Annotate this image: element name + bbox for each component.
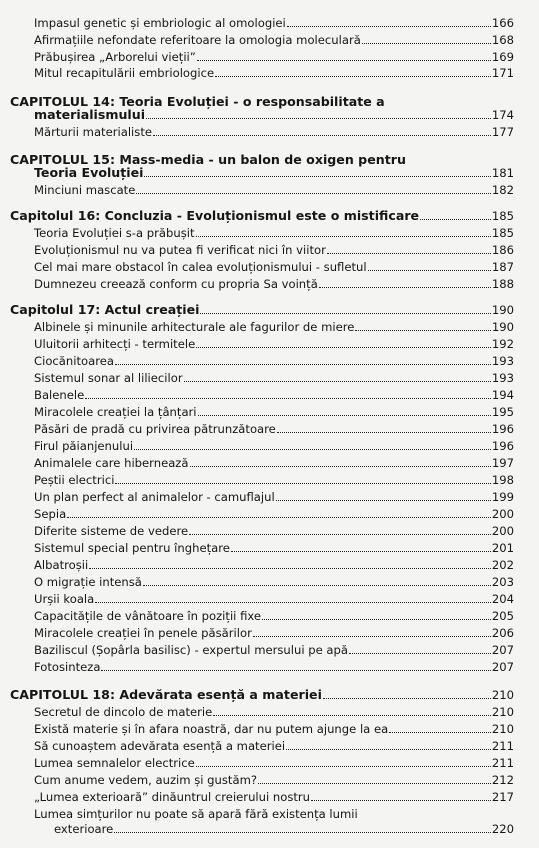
toc-entry-title: Sistemul special pentru înghețare [34,541,230,555]
dot-leader [89,568,491,569]
dot-leader [190,466,491,467]
toc-entry-page: 207 [491,660,514,674]
toc-chapter-title: Capitolul 17: Actul creației [10,302,200,317]
dot-leader [215,76,491,77]
toc-entry-title: Urșii koala [34,592,95,606]
toc-entry-title: Secretul de dincolo de materie [34,705,213,719]
toc-entry [0,705,539,719]
toc-entry [0,226,539,240]
dot-leader [144,176,490,177]
dot-leader [213,715,491,716]
toc-entry-page: 188 [491,277,514,291]
toc-entry-title: Peștii electrici [34,473,115,487]
toc-entry-page: 203 [491,575,514,589]
chapter-17-heading [0,303,539,317]
dot-leader [327,253,491,254]
dot-leader [184,381,491,382]
toc-entry [0,822,539,836]
toc-entry-title: Prăbușirea „Arborelui vieții” [34,50,196,64]
chapter-15-heading: CAPITOLUL 15: Mass-media - un balon de oxigen pentru [10,152,406,167]
toc-entry-page: 166 [491,16,514,30]
toc-chapter-page: 174 [491,108,514,122]
toc-entry-page: 190 [491,320,514,334]
dot-leader [420,219,491,220]
toc-entry-title: Animalele care hibernează [34,456,189,470]
chapter-14-heading: CAPITOLUL 14: Teoria Evoluției - o responsabilitate a [10,94,385,109]
toc-entry [0,790,539,804]
toc-entry-title: O migrație intensă [34,575,142,589]
toc-chapter-page: 210 [491,688,514,702]
toc-entry [0,16,539,30]
toc-entry-title: Un plan perfect al animalelor - camuflajul [34,490,275,504]
toc-chapter-page: 185 [491,209,514,223]
dot-leader [200,313,490,314]
dot-leader [95,602,491,603]
toc-chapter-title: CAPITOLUL 18: Adevărata esență a materiei [10,687,322,702]
toc-entry [0,183,539,197]
toc-entry-title: Evoluționismul nu va putea fi verificat nici în viitor [34,243,326,257]
dot-leader [115,483,490,484]
toc-entry-page: 198 [491,473,514,487]
dot-leader [319,287,491,288]
toc-entry-title: Firul păianjenului [34,439,134,453]
toc-entry [0,277,539,291]
toc-entry-page: 206 [491,626,514,640]
toc-chapter-title: Capitolul 16: Concluzia - Evoluționismul este o mistificare [10,208,420,223]
dot-leader [287,26,491,27]
toc-entry [0,371,539,385]
toc-entry [0,773,539,787]
toc-entry-title: Minciuni mascate [34,183,136,197]
toc-entry-title: Cel mai mare obstacol în calea evoluționismului - sufletul [34,260,367,274]
toc-entry-title: Există materie și în afara noastră, dar nu putem ajunge la ea [34,722,389,736]
toc-entry [0,524,539,538]
toc-entry-page: 204 [491,592,514,606]
toc-entry-title: Să cunoaștem adevărata esență a materiei [34,739,286,753]
toc-entry-title: Păsări de pradă cu privirea pătrunzătoare [34,422,276,436]
toc-entry-title: Mitul recapitulării embriologice [34,66,215,80]
toc-entry-title: Diferite sisteme de vedere [34,524,189,538]
toc-entry-page: 171 [491,66,514,80]
dot-leader [389,732,491,733]
toc-entry-title: Lumea semnalelor electrice [34,756,195,770]
dot-leader [114,832,491,833]
toc-entry-page: 217 [491,790,514,804]
toc-entry-page: 186 [491,243,514,257]
toc-entry [0,405,539,419]
toc-entry-title: Teoria Evoluției s-a prăbușit [34,226,195,240]
chapter-18-heading [0,688,539,702]
toc-entry-title: Baziliscul (Șopârla basilisc) - expertul mersului pe apă [34,643,349,657]
toc-entry [0,473,539,487]
toc-entry [0,558,539,572]
toc-entry-title: Miracolele creației în penele păsărilor [34,626,252,640]
toc-entry-page: 212 [491,773,514,787]
toc-entry [0,626,539,640]
toc-entry [0,50,539,64]
toc-entry [0,243,539,257]
toc-chapter-title: materialismului [34,107,146,122]
toc-entry [0,125,539,139]
toc-entry-title: Balenele [34,388,85,402]
chapter-15-heading-cont [0,166,539,180]
dot-leader [277,432,491,433]
toc-entry [0,643,539,657]
dot-leader [349,653,491,654]
toc-entry [0,66,539,80]
toc-entry-title-line1: Lumea simțurilor nu poate să apară fără existența lumii [34,807,358,821]
toc-entry-page: 196 [491,439,514,453]
toc-entry-page: 193 [491,354,514,368]
toc-entry [0,260,539,274]
toc-entry [0,439,539,453]
toc-entry-title: Impasul genetic și embriologic al omologiei [34,16,286,30]
toc-entry [0,575,539,589]
toc-entry-title: Ciocănitoarea [34,354,114,368]
dot-leader [323,698,491,699]
toc-entry-page: 192 [491,337,514,351]
toc-entry-page: 196 [491,422,514,436]
toc-entry-page: 205 [491,609,514,623]
toc-entry [0,609,539,623]
dot-leader [362,43,491,44]
toc-entry-title: Albinele și minunile arhitecturale ale fagurilor de miere [34,320,355,334]
toc-entry-page: 193 [491,371,514,385]
toc-entry [0,320,539,334]
toc-entry-title: exterioare [54,822,114,836]
dot-leader [85,398,491,399]
toc-entry-title: Fotosinteza [34,660,101,674]
dot-leader [253,636,491,637]
toc-entry [0,354,539,368]
toc-entry-page: 210 [491,705,514,719]
dot-leader [355,330,490,331]
toc-entry [0,507,539,521]
dot-leader [143,585,491,586]
toc-entry-page: 207 [491,643,514,657]
toc-entry-title: Dumnezeu creează conform cu propria Sa voință [34,277,318,291]
dot-leader [196,347,491,348]
toc-entry [0,422,539,436]
toc-entry-page: 210 [491,722,514,736]
dot-leader [134,449,491,450]
toc-entry-page: 201 [491,541,514,555]
toc-entry-title: Albatroșii [34,558,89,572]
toc-entry-page: 187 [491,260,514,274]
toc-entry-page: 168 [491,33,514,47]
dot-leader [196,766,491,767]
dot-leader [115,364,491,365]
dot-leader [231,551,491,552]
toc-entry-title: Sepia [34,507,67,521]
toc-entry-page: 177 [491,125,514,139]
toc-entry [0,756,539,770]
toc-entry-title: Sistemul sonar al liliecilor [34,371,183,385]
dot-leader [368,270,491,271]
dot-leader [286,749,491,750]
toc-entry-page: 220 [491,822,514,836]
dot-leader [146,118,491,119]
dot-leader [198,415,491,416]
toc-entry-page: 195 [491,405,514,419]
toc-entry-page: 169 [491,50,514,64]
toc-entry [0,456,539,470]
toc-entry [0,592,539,606]
dot-leader [67,517,491,518]
toc-entry-title: Mărturii materialiste [34,125,152,139]
toc-entry [0,33,539,47]
toc-entry [0,490,539,504]
toc-entry-page: 202 [491,558,514,572]
dot-leader [101,670,490,671]
dot-leader [262,619,491,620]
toc-entry [0,660,539,674]
toc-entry-page: 211 [491,739,514,753]
toc-entry [0,337,539,351]
toc-entry-title: Capacitățile de vânătoare în poziții fixe [34,609,262,623]
toc-entry [0,541,539,555]
toc-chapter-page: 190 [491,303,514,317]
toc-entry-page: 197 [491,456,514,470]
toc-entry [0,739,539,753]
dot-leader [311,800,491,801]
toc-chapter-page: 181 [491,166,514,180]
toc-entry-title: Afirmațiile nefondate referitoare la omologia moleculară [34,33,361,47]
toc-entry-title: Cum anume vedem, auzim și gustăm? [34,773,258,787]
toc-entry-page: 199 [491,490,514,504]
dot-leader [276,500,491,501]
toc-chapter-title: Teoria Evoluției [34,165,144,180]
toc-entry-title: „Lumea exterioară” dinăuntrul creierului nostru [34,790,311,804]
chapter-16-heading [0,209,539,223]
toc-entry-page: 200 [491,507,514,521]
chapter-14-heading-cont [0,108,539,122]
toc-entry-page: 200 [491,524,514,538]
dot-leader [197,60,491,61]
toc-entry-title: Uluitorii arhitecți - termitele [34,337,196,351]
dot-leader [258,783,491,784]
toc-entry-page: 194 [491,388,514,402]
dot-leader [136,193,490,194]
toc-entry-page: 185 [491,226,514,240]
toc-entry-page: 182 [491,183,514,197]
toc-entry-title: Miracolele creației la țânțari [34,405,197,419]
toc-entry [0,388,539,402]
toc-entry-page: 211 [491,756,514,770]
dot-leader [189,534,491,535]
dot-leader [153,135,491,136]
toc-entry [0,722,539,736]
dot-leader [196,236,491,237]
